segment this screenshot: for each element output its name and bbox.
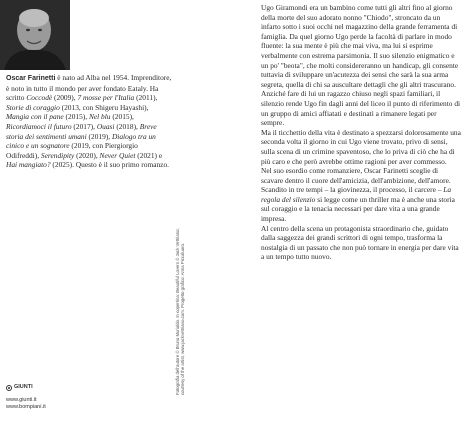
publisher-brand: GIUNTI bbox=[6, 384, 86, 391]
synopsis-paragraph: Ugo Giramondi era un bambino come tutti gli altri fino al giorno della morte del suo adorato nonno "Chiodo", stroncato da un infarto sotto i suoi occhi nel magazzino della grande ferramenta di famiglia. Da quel giorno Ugo perde la facoltà di parlare in modo fluente: la sua mente è più che mai viva, ma lui si esprime verbalmente con estrema parsimonia. Il suo silenzio enigmatico e un po' "beota", che molti considereranno un handicap, gli consente tuttavia di sviluppare un'acutezza dei sensi che sarà la sua arma segreta, quella di chi sa auscultare dettagli che gli altri trascurano. Anziché fare di lui un ragazzo chiuso negli spazi familiari, il silenzio rende Ugo fin dagli anni del liceo il punto di riferimento di un gruppo di amici affiatati e destinati a rimanere legati per sempre. bbox=[261, 3, 461, 128]
synopsis bbox=[261, 3, 461, 262]
author-bio: Oscar Farinetti è nato ad Alba nel 1954. Imprenditore, è noto in tutto il mondo per aver fondato Eataly. Ha scritto Coccodè (2009), 7 mosse per l'Italia (2011), Storie di coraggio (2013, con Shigeru Hayashi), Mangia con il pane (2015), Nel blu (2015), Ricordiamoci il futuro (2017), Ouasi (2018), Breve storia dei sentimenti umani (2019), Dialogo tra un cinico e un sognatore (2019, con Piergiorgio Odifreddi), Serendipity (2020), Never Quiet (2021) e Hai mangiato? (2025). Questo è il suo primo romanzo. bbox=[6, 73, 172, 170]
publisher-block bbox=[6, 384, 86, 411]
book-title: La regola del silenzio bbox=[261, 185, 452, 204]
synopsis-paragraph: Nel suo esordio come romanziere, Oscar Farinetti sceglie di scavare dentro il cuore dell'amicizia, dell'ambizione, dell'amore. Scandito in tre tempi – la giovinezza, il processo, il carcere – La regola del silenzio si legge come un thriller ma è anche una storia sul coraggio e la tenacia necessari per dare vita a una grande impresa. bbox=[261, 166, 455, 224]
photo-credit: Fotografia dell'autore © Bruno Murialdo. In copertina: Beautiful Lovers © Jack Vettriano; courtesy of the artist, www.jackvettriano.com. Progetto grafico: Anna Piccaluoro. bbox=[175, 228, 186, 395]
synopsis-paragraph: Al centro della scena un protagonista straordinario che, guidato dalla saggezza dei grandi scrittori di ogni tempo, trasforma la nostalgia di un passato che non può tornare in energia per dare vita a un tempo tutto nuovo. bbox=[261, 223, 459, 262]
giunti-logo-icon bbox=[6, 385, 12, 391]
author-photo bbox=[0, 0, 70, 70]
author-name: Oscar Farinetti bbox=[6, 75, 56, 82]
publisher-url-bompiani[interactable]: www.bompiani.it bbox=[6, 404, 46, 410]
publisher-url-giunti[interactable]: www.giunti.it bbox=[6, 397, 37, 403]
author-portrait-image bbox=[0, 0, 70, 70]
synopsis-paragraph: Ma il ticchettio della vita è destinato a spezzarsi dolorosamente una seconda volta il giorno in cui Ugo viene trovato, privo di sensi, sulla scena di un crimine spaventoso, che lo priva di ciò che ha di più caro e che però avrebbe ottime ragioni per aver commesso. bbox=[261, 127, 461, 166]
